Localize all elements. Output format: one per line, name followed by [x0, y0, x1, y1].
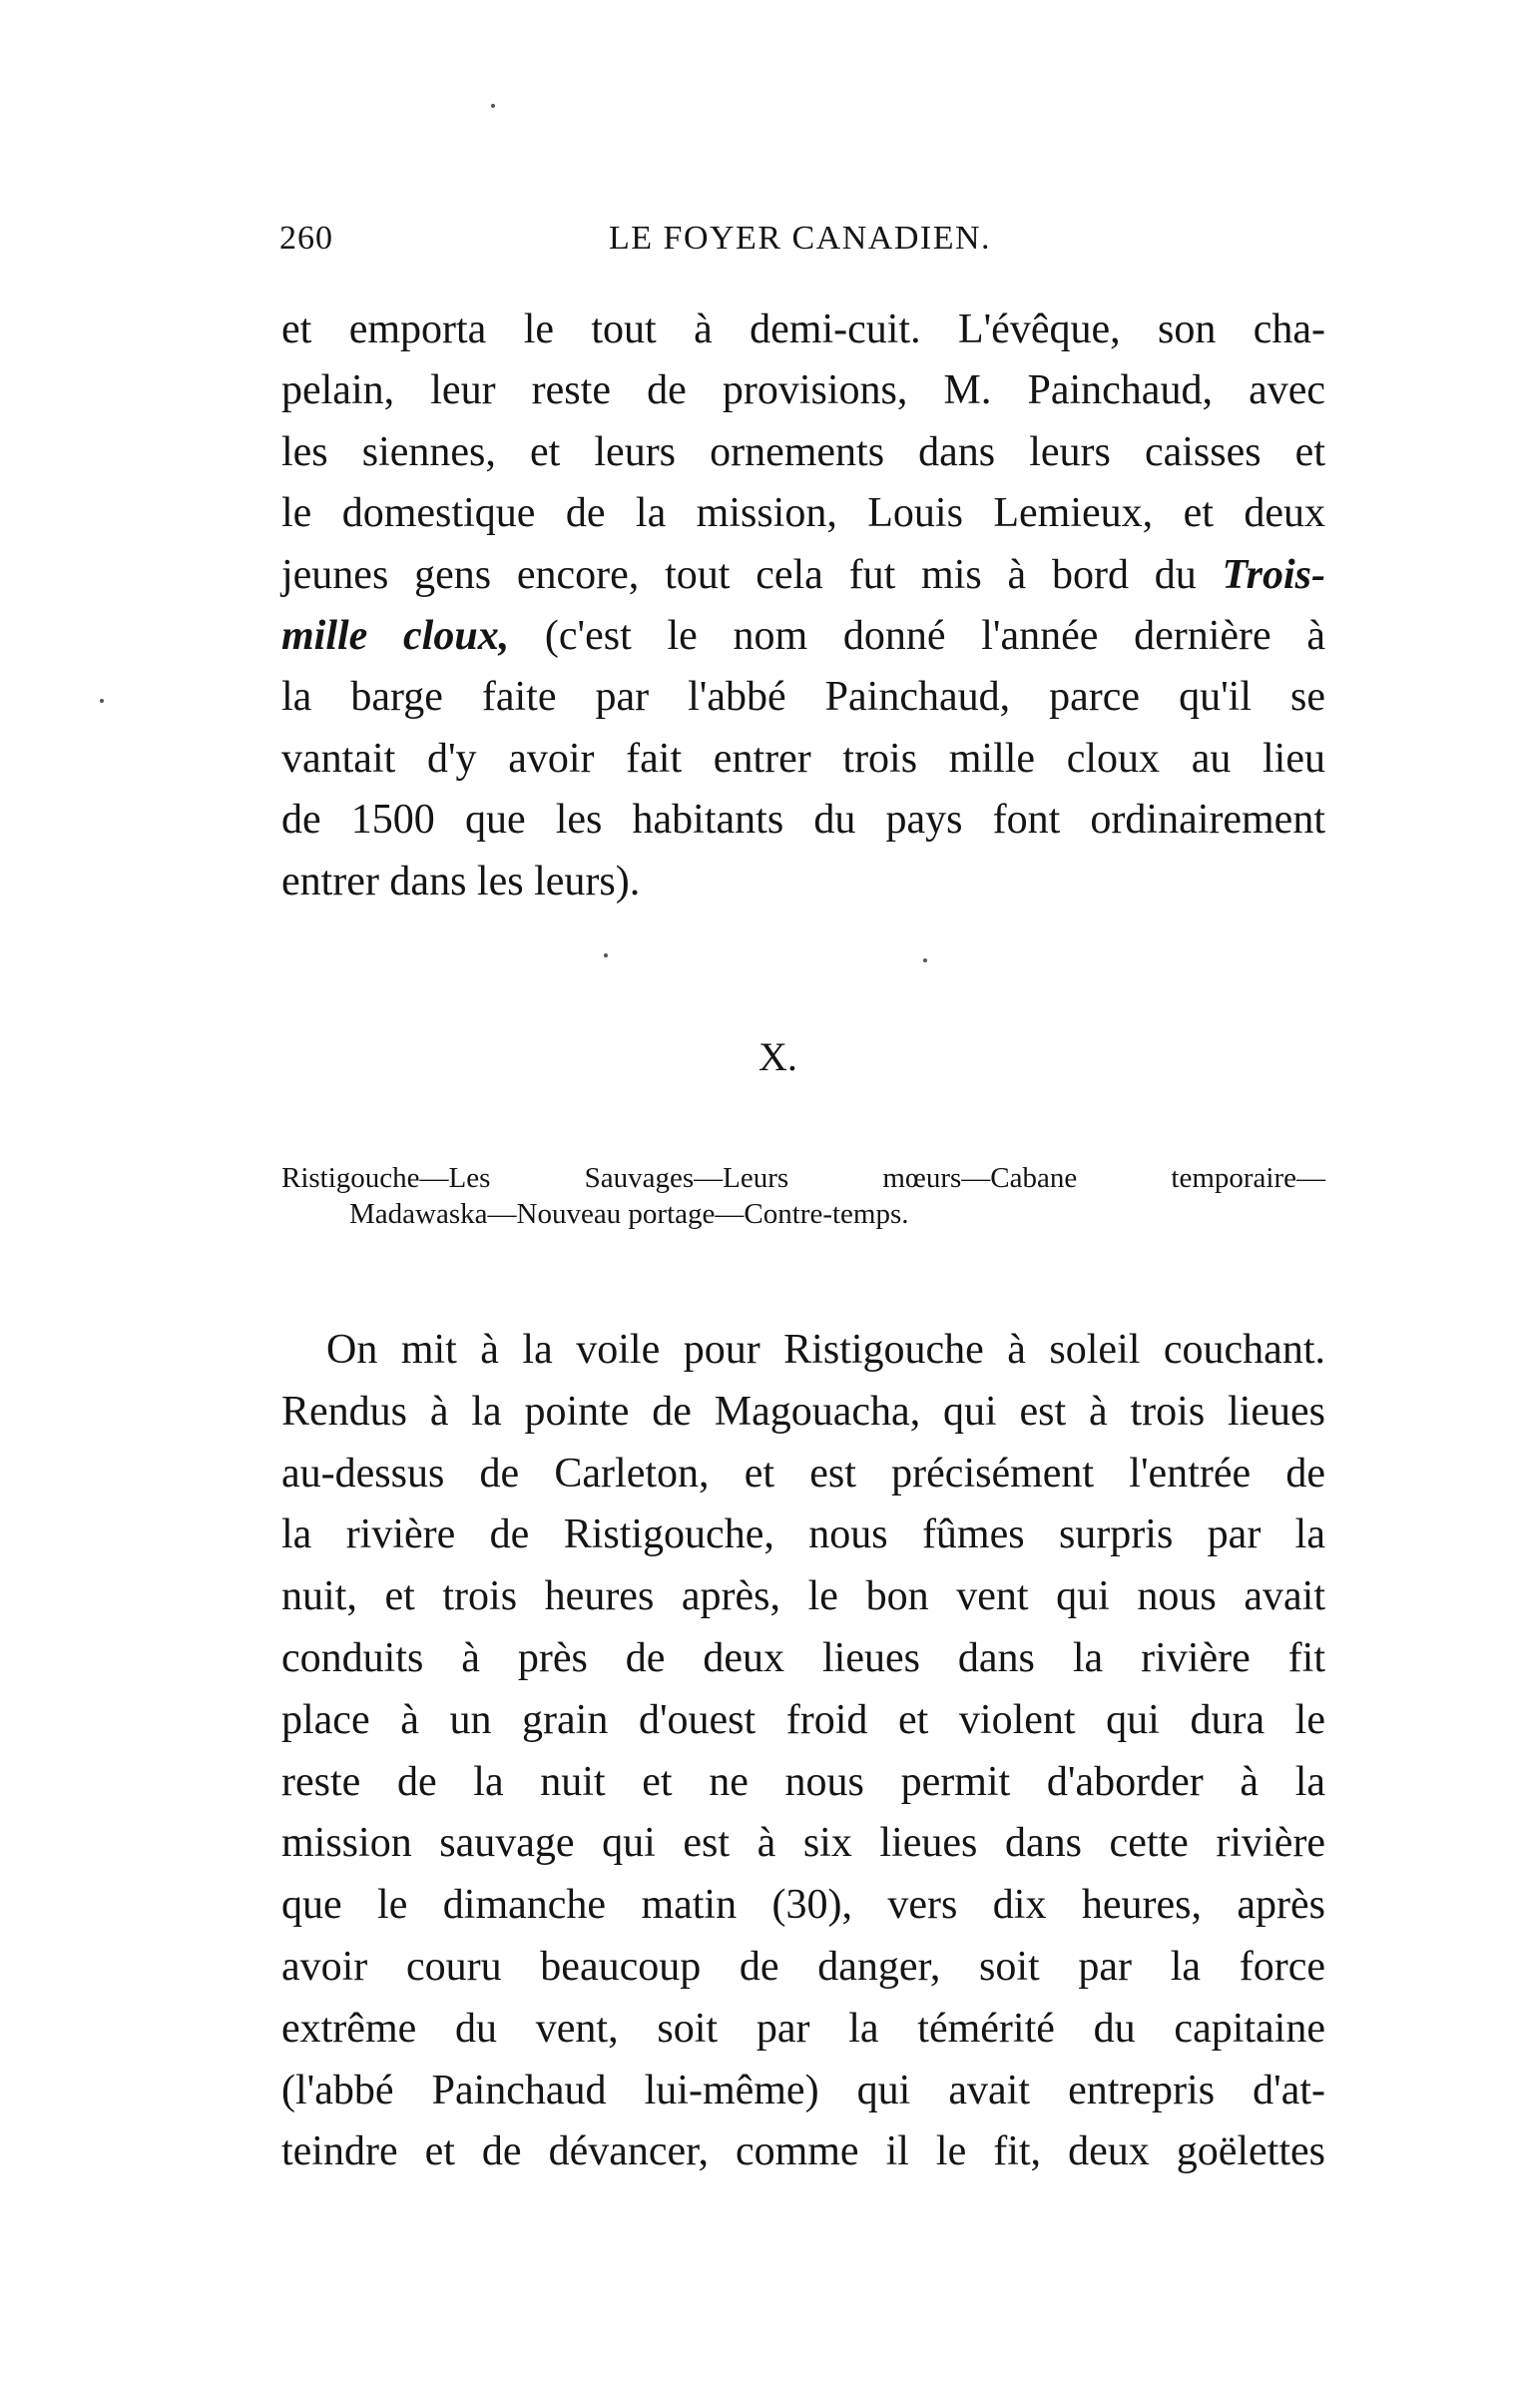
text-line: reste de la nuit et ne nous permit d'aborder à la [281, 1758, 1325, 1805]
paper-speck [604, 953, 608, 957]
text-line: la barge faite par l'abbé Painchaud, parce qu'il se [281, 674, 1325, 721]
paper-speck [923, 958, 927, 962]
page-number: 260 [279, 220, 333, 257]
text-line: pelain, leur reste de provisions, M. Painchaud, avec [281, 367, 1325, 414]
text-line: la rivière de Ristigouche, nous fûmes surpris par la [281, 1511, 1325, 1558]
text-line: avoir couru beaucoup de danger, soit par la force [281, 1943, 1325, 1990]
chapter-body-paragraph [281, 1320, 1325, 2183]
text-line: de 1500 que les habitants du pays font ordinairement [281, 797, 1325, 844]
summary-line: Madawaska—Nouveau portage—Contre-temps. [349, 1198, 909, 1230]
text-line: mission sauvage qui est à six lieues dans cette rivière [281, 1820, 1325, 1867]
text-line [281, 545, 1325, 606]
paragraph-continued [281, 300, 1325, 912]
boat-name-part-2: mille cloux, [281, 612, 510, 659]
chapter-summary [281, 1160, 1325, 1232]
text-line: place à un grain d'ouest froid et violent qui dura le [281, 1696, 1325, 1743]
chapter-heading: X. [758, 1034, 797, 1079]
summary-line: Ristigouche—Les Sauvages—Leurs mœurs—Cabane temporaire— [281, 1162, 1325, 1194]
paper-speck [100, 699, 104, 703]
text-line: les siennes, et leurs ornements dans leurs caisses et [281, 428, 1325, 475]
text-line [281, 606, 1325, 667]
running-title: LE FOYER CANADIEN. [609, 220, 992, 257]
text-line: le domestique de la mission, Louis Lemieux, et deux [281, 490, 1325, 537]
text-fragment: (c'est le nom donné l'année dernière à [544, 612, 1326, 659]
text-line: teindre et de dévancer, comme il le fit, deux goëlettes [281, 2128, 1325, 2175]
text-line: (l'abbé Painchaud lui-même) qui avait entrepris d'at- [281, 2067, 1325, 2113]
text-line: conduits à près de deux lieues dans la rivière fit [281, 1634, 1325, 1681]
boat-name-part-1: Trois- [1222, 551, 1325, 598]
text-line: et emporta le tout à demi-cuit. L'évêque, son cha- [281, 306, 1325, 352]
text-line: au-dessus de Carleton, et est précisément l'entrée de [281, 1450, 1325, 1497]
text-line: que le dimanche matin (30), vers dix heures, après [281, 1882, 1325, 1929]
text-line: nuit, et trois heures après, le bon vent qui nous avait [281, 1573, 1325, 1620]
text-line: Rendus à la pointe de Magouacha, qui est à trois lieues [281, 1388, 1325, 1435]
text-line: vantait d'y avoir fait entrer trois mille cloux au lieu [281, 735, 1325, 782]
running-head [279, 220, 1327, 260]
text-line: On mit à la voile pour Ristigouche à soleil couchant. [326, 1327, 1325, 1373]
text-fragment: jeunes gens encore, tout cela fut mis à bord du [281, 551, 1197, 598]
text-line: extrême du vent, soit par la témérité du capitaine [281, 2005, 1325, 2052]
paper-speck [491, 104, 495, 108]
text-line: entrer dans les leurs). [281, 858, 641, 904]
